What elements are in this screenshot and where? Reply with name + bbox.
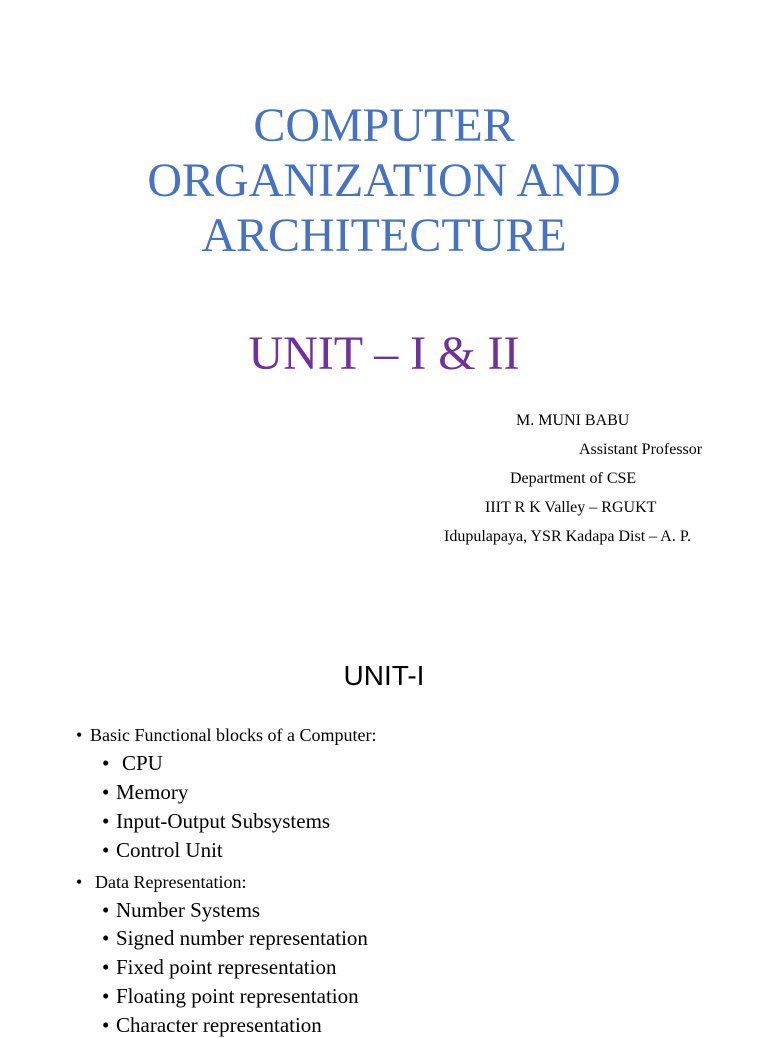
bullet-icon: • xyxy=(102,984,110,1008)
list-item-label: CPU xyxy=(122,751,163,775)
unit-one-slide xyxy=(0,620,768,1037)
list-item-label: Memory xyxy=(116,780,189,804)
list-item-label: Floating point representation xyxy=(116,984,359,1008)
bullet-icon: • xyxy=(76,872,83,892)
author-institute: IIIT R K Valley – RGUKT xyxy=(485,499,657,516)
author-address: Idupulapaya, YSR Kadapa Dist – A. P. xyxy=(444,528,691,545)
list-item xyxy=(102,808,330,834)
section-label: Data Representation: xyxy=(95,872,247,892)
list-item xyxy=(102,897,260,923)
author-role: Assistant Professor xyxy=(579,441,703,458)
unit-subtitle: UNIT – I & II xyxy=(248,327,520,380)
title-line-computer: COMPUTER xyxy=(253,99,515,152)
list-item-label: Signed number representation xyxy=(116,926,368,950)
title-line-organization: ORGANIZATION AND xyxy=(147,154,621,207)
list-item-label: Input-Output Subsystems xyxy=(116,809,331,833)
title-line-architecture: ARCHITECTURE xyxy=(201,209,567,262)
unit-heading: UNIT-I xyxy=(343,660,425,691)
list-item-label: Fixed point representation xyxy=(116,955,337,979)
bullet-icon: • xyxy=(102,838,110,862)
list-item xyxy=(102,983,359,1009)
list-item xyxy=(102,1012,322,1038)
bullet-icon: • xyxy=(76,725,83,745)
list-item xyxy=(102,925,368,951)
list-item-label: Control Unit xyxy=(116,838,223,862)
bullet-icon: • xyxy=(102,1013,110,1037)
bullet-icon: • xyxy=(102,751,110,775)
bullet-icon: • xyxy=(102,780,110,804)
list-item xyxy=(102,779,188,805)
author-department: Department of CSE xyxy=(510,470,637,487)
section-functional-blocks xyxy=(76,724,376,746)
list-item-label: Number Systems xyxy=(116,898,261,922)
bullet-icon: • xyxy=(102,955,110,979)
bullet-icon: • xyxy=(102,926,110,950)
list-item-label: Character representation xyxy=(116,1013,322,1037)
section-label: Basic Functional blocks of a Computer: xyxy=(90,725,377,745)
section-data-representation xyxy=(76,871,246,893)
bullet-icon: • xyxy=(102,809,110,833)
list-item xyxy=(102,750,163,776)
author-name: M. MUNI BABU xyxy=(516,412,630,429)
list-item xyxy=(102,954,336,980)
bullet-icon: • xyxy=(102,898,110,922)
list-item xyxy=(102,837,223,863)
